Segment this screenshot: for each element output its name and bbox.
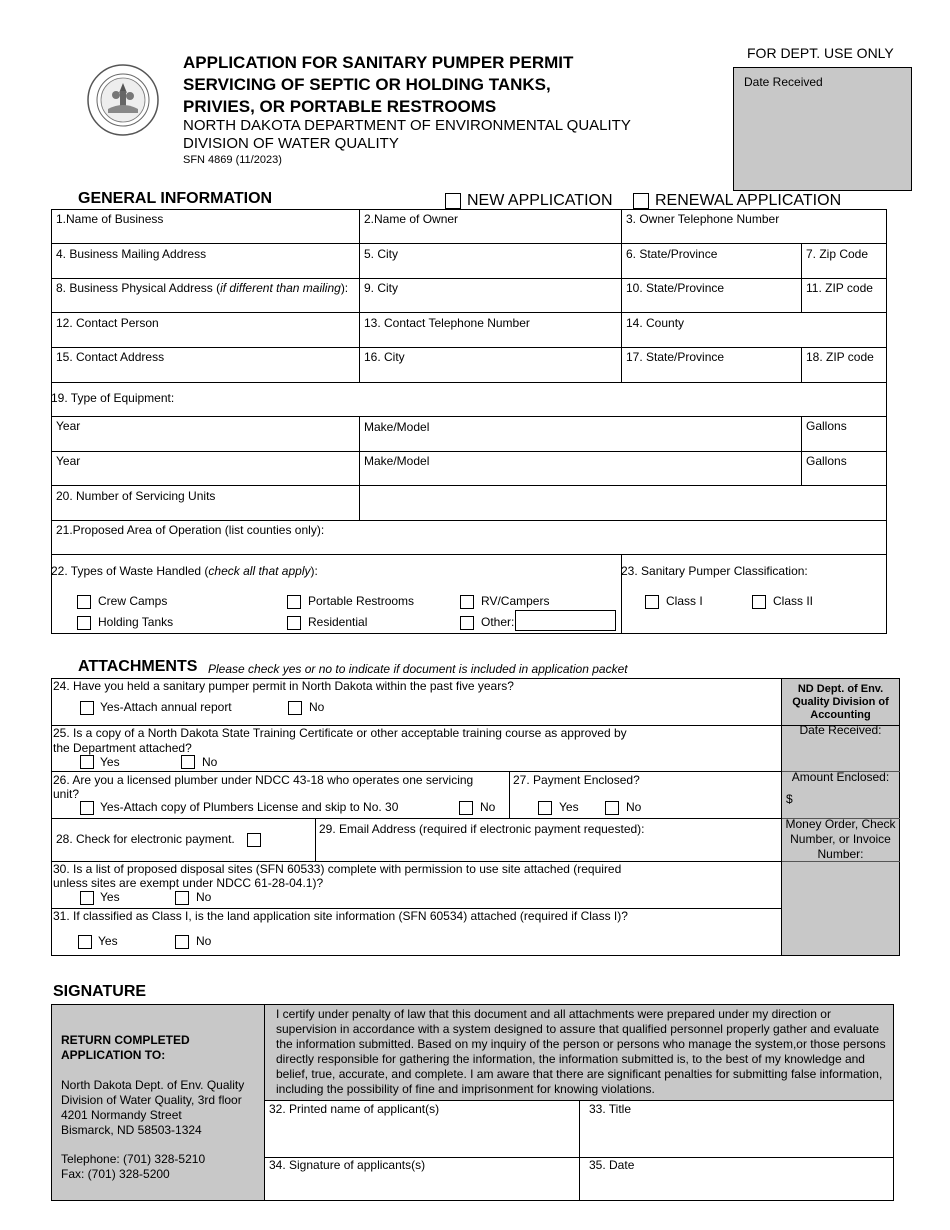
q30-yes-checkbox[interactable] <box>80 891 94 905</box>
q25-yes-checkbox[interactable] <box>80 755 94 769</box>
renewal-application-label: RENEWAL APPLICATION <box>655 192 842 209</box>
q26-yes-label: Yes-Attach copy of Plumbers License and skip to No. 30 <box>100 800 399 814</box>
return-addr-line4: Bismarck, ND 58503-1324 <box>61 1123 202 1137</box>
rv-campers-label: RV/Campers <box>481 594 550 608</box>
physical-city-field[interactable]: 9. City <box>364 281 399 295</box>
q27-no-label: No <box>626 800 642 814</box>
physical-state-field[interactable]: 10. State/Province <box>626 281 725 295</box>
col-rule <box>579 1100 580 1201</box>
contact-city-field[interactable]: 16. City <box>364 350 405 364</box>
residential-checkbox[interactable] <box>287 616 301 630</box>
q24-no-label: No <box>309 700 325 714</box>
waste-types-suffix: ): <box>310 564 318 578</box>
crew-camps-label: Crew Camps <box>98 594 168 608</box>
col-rule <box>621 209 622 382</box>
area-of-operation-field[interactable]: 21.Proposed Area of Operation (list counties only): <box>56 523 325 537</box>
q25-no-label: No <box>202 755 218 769</box>
q31-yes-checkbox[interactable] <box>78 935 92 949</box>
q25-no-checkbox[interactable] <box>181 755 195 769</box>
state-field[interactable]: 6. State/Province <box>626 247 718 261</box>
q27-no-checkbox[interactable] <box>605 801 619 815</box>
return-addr-line3: 4201 Normandy Street <box>61 1108 182 1122</box>
equipment1-make-field[interactable]: Make/Model <box>364 420 430 434</box>
col-rule <box>359 416 360 520</box>
physical-address-label: 8. Business Physical Address ( <box>56 281 221 295</box>
form-number: SFN 4869 (11/2023) <box>183 154 282 166</box>
q31-no-label: No <box>196 934 212 948</box>
row-rule <box>51 554 887 555</box>
row-rule <box>51 278 887 279</box>
physical-address-suffix: ): <box>340 281 349 295</box>
equipment2-gallons-field[interactable]: Gallons <box>806 454 847 468</box>
accounting-title: ND Dept. of Env. Quality Division of Accounting <box>792 683 889 721</box>
accounting-amount[interactable]: Amount Enclosed: <box>791 770 890 784</box>
rv-campers-checkbox[interactable] <box>460 595 474 609</box>
waste-types-note: check all that apply <box>208 564 311 578</box>
contact-state-field[interactable]: 17. State/Province <box>626 350 725 364</box>
portable-restrooms-label: Portable Restrooms <box>308 594 415 608</box>
class1-label: Class I <box>666 594 703 608</box>
equipment2-year-field[interactable]: Year <box>56 454 81 468</box>
residential-label: Residential <box>308 615 368 629</box>
equipment2-make-field[interactable]: Make/Model <box>364 454 430 468</box>
mailing-address-field[interactable]: 4. Business Mailing Address <box>56 247 207 261</box>
equipment-type-label: 19. Type of Equipment: <box>51 391 175 405</box>
col-rule <box>801 347 802 382</box>
q26-no-label: No <box>480 800 496 814</box>
row-rule <box>51 818 900 819</box>
q26-no-checkbox[interactable] <box>459 801 473 815</box>
equipment1-gallons-field[interactable]: Gallons <box>806 419 847 433</box>
return-title: RETURN COMPLETED APPLICATION TO: <box>61 1033 190 1062</box>
row-rule <box>51 520 887 521</box>
physical-address-field[interactable] <box>56 281 348 295</box>
col-rule <box>264 1004 265 1201</box>
electronic-payment-checkbox[interactable] <box>247 833 261 847</box>
return-addr-line1: North Dakota Dept. of Env. Quality <box>61 1078 245 1092</box>
q27-label: 27. Payment Enclosed? <box>513 773 640 787</box>
q31-yes-label: Yes <box>98 934 118 948</box>
attachments-note: Please check yes or no to indicate if document is included in application packet <box>208 662 628 676</box>
attachments-heading: ATTACHMENTS <box>78 658 198 675</box>
other-checkbox[interactable] <box>460 616 474 630</box>
form-title-line3: PRIVIES, OR PORTABLE RESTROOMS <box>183 97 497 116</box>
holding-tanks-checkbox[interactable] <box>77 616 91 630</box>
accounting-date-received[interactable]: Date Received: <box>799 723 882 737</box>
email-address-field[interactable]: 29. Email Address (required if electronic payment requested): <box>319 822 645 836</box>
waste-types-label <box>51 564 318 578</box>
col-rule <box>359 209 360 382</box>
city-field[interactable]: 5. City <box>364 247 399 261</box>
return-telephone: Telephone: (701) 328-5210 <box>61 1152 206 1166</box>
classification-label: 23. Sanitary Pumper Classification: <box>621 564 808 578</box>
class1-checkbox[interactable] <box>645 595 659 609</box>
new-application-checkbox[interactable] <box>445 193 461 209</box>
q24-yes-label: Yes-Attach annual report <box>100 700 232 714</box>
q24-no-checkbox[interactable] <box>288 701 302 715</box>
accounting-money-order[interactable]: Money Order, Check Number, or Invoice Number: <box>785 817 896 861</box>
col-rule <box>509 771 510 818</box>
renewal-application-checkbox[interactable] <box>633 193 649 209</box>
division-name: DIVISION OF WATER QUALITY <box>183 135 399 152</box>
dept-use-label: FOR DEPT. USE ONLY <box>747 45 894 61</box>
date-received-label: Date Received <box>744 75 823 89</box>
state-seal <box>86 63 160 137</box>
q28-label: 28. Check for electronic payment. <box>56 832 235 846</box>
col-rule <box>801 243 802 312</box>
certification-statement: I certify under penalty of law that this document and all attachments were prepared under my direction or supervision in accordance with a system designed to assure that qualified personnel properly gather and evaluate the information submitted. Based on my inquiry of the person or persons who manage the system,or those persons directly responsible for gathering the information, the information submitted is, to the best of my knowledge and belief, true, accurate, and complete. I am aware that there are significant penalties for submitting false information, including the possibility of fine and imprisonment for knowing violations. <box>276 1007 886 1096</box>
row-rule <box>51 382 887 383</box>
row-rule <box>51 416 887 417</box>
row-rule <box>51 243 887 244</box>
accounting-dollar: $ <box>786 792 793 806</box>
physical-address-note: if different than mailing <box>220 281 341 295</box>
other-label: Other: <box>481 615 515 629</box>
business-name-field[interactable]: 1.Name of Business <box>56 212 164 226</box>
q25-label-line1: 25. Is a copy of a North Dakota State Training Certificate or other acceptable training course as approved by <box>53 726 627 740</box>
class2-checkbox[interactable] <box>752 595 766 609</box>
q24-label: 24. Have you held a sanitary pumper permit in North Dakota within the past five years? <box>53 679 514 693</box>
zip-field[interactable]: 7. Zip Code <box>806 247 869 261</box>
return-addr-line2: Division of Water Quality, 3rd floor <box>61 1093 242 1107</box>
q24-yes-checkbox[interactable] <box>80 701 94 715</box>
col-rule <box>315 818 316 861</box>
form-title-line1: APPLICATION FOR SANITARY PUMPER PERMIT <box>183 53 574 72</box>
signature-heading: SIGNATURE <box>53 983 147 1000</box>
row-rule <box>51 771 900 772</box>
owner-phone-field[interactable]: 3. Owner Telephone Number <box>626 212 780 226</box>
row-rule <box>51 485 887 486</box>
q30-yes-label: Yes <box>100 890 120 904</box>
contact-person-field[interactable]: 12. Contact Person <box>56 316 159 330</box>
portable-restrooms-checkbox[interactable] <box>287 595 301 609</box>
owner-name-field[interactable]: 2.Name of Owner <box>364 212 459 226</box>
printed-name-field[interactable]: 32. Printed name of applicant(s) <box>269 1102 440 1116</box>
new-application-label: NEW APPLICATION <box>467 192 613 209</box>
other-input[interactable] <box>515 610 616 631</box>
general-information-heading: GENERAL INFORMATION <box>78 190 273 207</box>
contact-zip-field[interactable]: 18. ZIP code <box>806 350 874 364</box>
q30-no-label: No <box>196 890 212 904</box>
form-title-line2: SERVICING OF SEPTIC OR HOLDING TANKS, <box>183 75 551 94</box>
q25-yes-label: Yes <box>100 755 120 769</box>
q30-label-line2: unless sites are exempt under NDCC 61-28-04.1)? <box>53 876 324 890</box>
title-field[interactable]: 33. Title <box>589 1102 632 1116</box>
q31-no-checkbox[interactable] <box>175 935 189 949</box>
q31-label: 31. If classified as Class I, is the land application site information (SFN 60534) attached (required if Class I)? <box>53 909 628 923</box>
servicing-units-label: 20. Number of Servicing Units <box>56 489 216 503</box>
waste-types-text: 22. Types of Waste Handled ( <box>51 564 209 578</box>
equipment1-year-field[interactable]: Year <box>56 419 81 433</box>
q30-label-line1: 30. Is a list of proposed disposal sites (SFN 60533) complete with permission to use site attached (required <box>53 862 622 876</box>
col-rule <box>801 416 802 485</box>
contact-address-field[interactable]: 15. Contact Address <box>56 350 165 364</box>
crew-camps-checkbox[interactable] <box>77 595 91 609</box>
holding-tanks-label: Holding Tanks <box>98 615 174 629</box>
department-name: NORTH DAKOTA DEPARTMENT OF ENVIRONMENTAL QUALITY <box>183 117 631 134</box>
class2-label: Class II <box>773 594 814 608</box>
row-rule <box>51 347 887 348</box>
row-rule <box>51 451 887 452</box>
q25-label-line2: the Department attached? <box>53 741 192 755</box>
physical-zip-field[interactable]: 11. ZIP code <box>806 281 873 295</box>
col-rule <box>781 678 782 956</box>
q26-label-line1: 26. Are you a licensed plumber under NDCC 43-18 who operates one servicing <box>53 773 474 787</box>
row-rule <box>51 312 887 313</box>
q26-yes-checkbox[interactable] <box>80 801 94 815</box>
signature-field[interactable]: 34. Signature of applicants(s) <box>269 1158 426 1172</box>
accounting-rule <box>782 861 900 862</box>
q27-yes-checkbox[interactable] <box>538 801 552 815</box>
date-field[interactable]: 35. Date <box>589 1158 635 1172</box>
q27-yes-label: Yes <box>559 800 579 814</box>
servicing-units-input[interactable] <box>361 487 885 519</box>
county-field[interactable]: 14. County <box>626 316 685 330</box>
q26-label-line2: unit? <box>53 787 80 801</box>
q30-no-checkbox[interactable] <box>175 891 189 905</box>
contact-phone-field[interactable]: 13. Contact Telephone Number <box>364 316 530 330</box>
return-fax: Fax: (701) 328-5200 <box>61 1167 170 1181</box>
